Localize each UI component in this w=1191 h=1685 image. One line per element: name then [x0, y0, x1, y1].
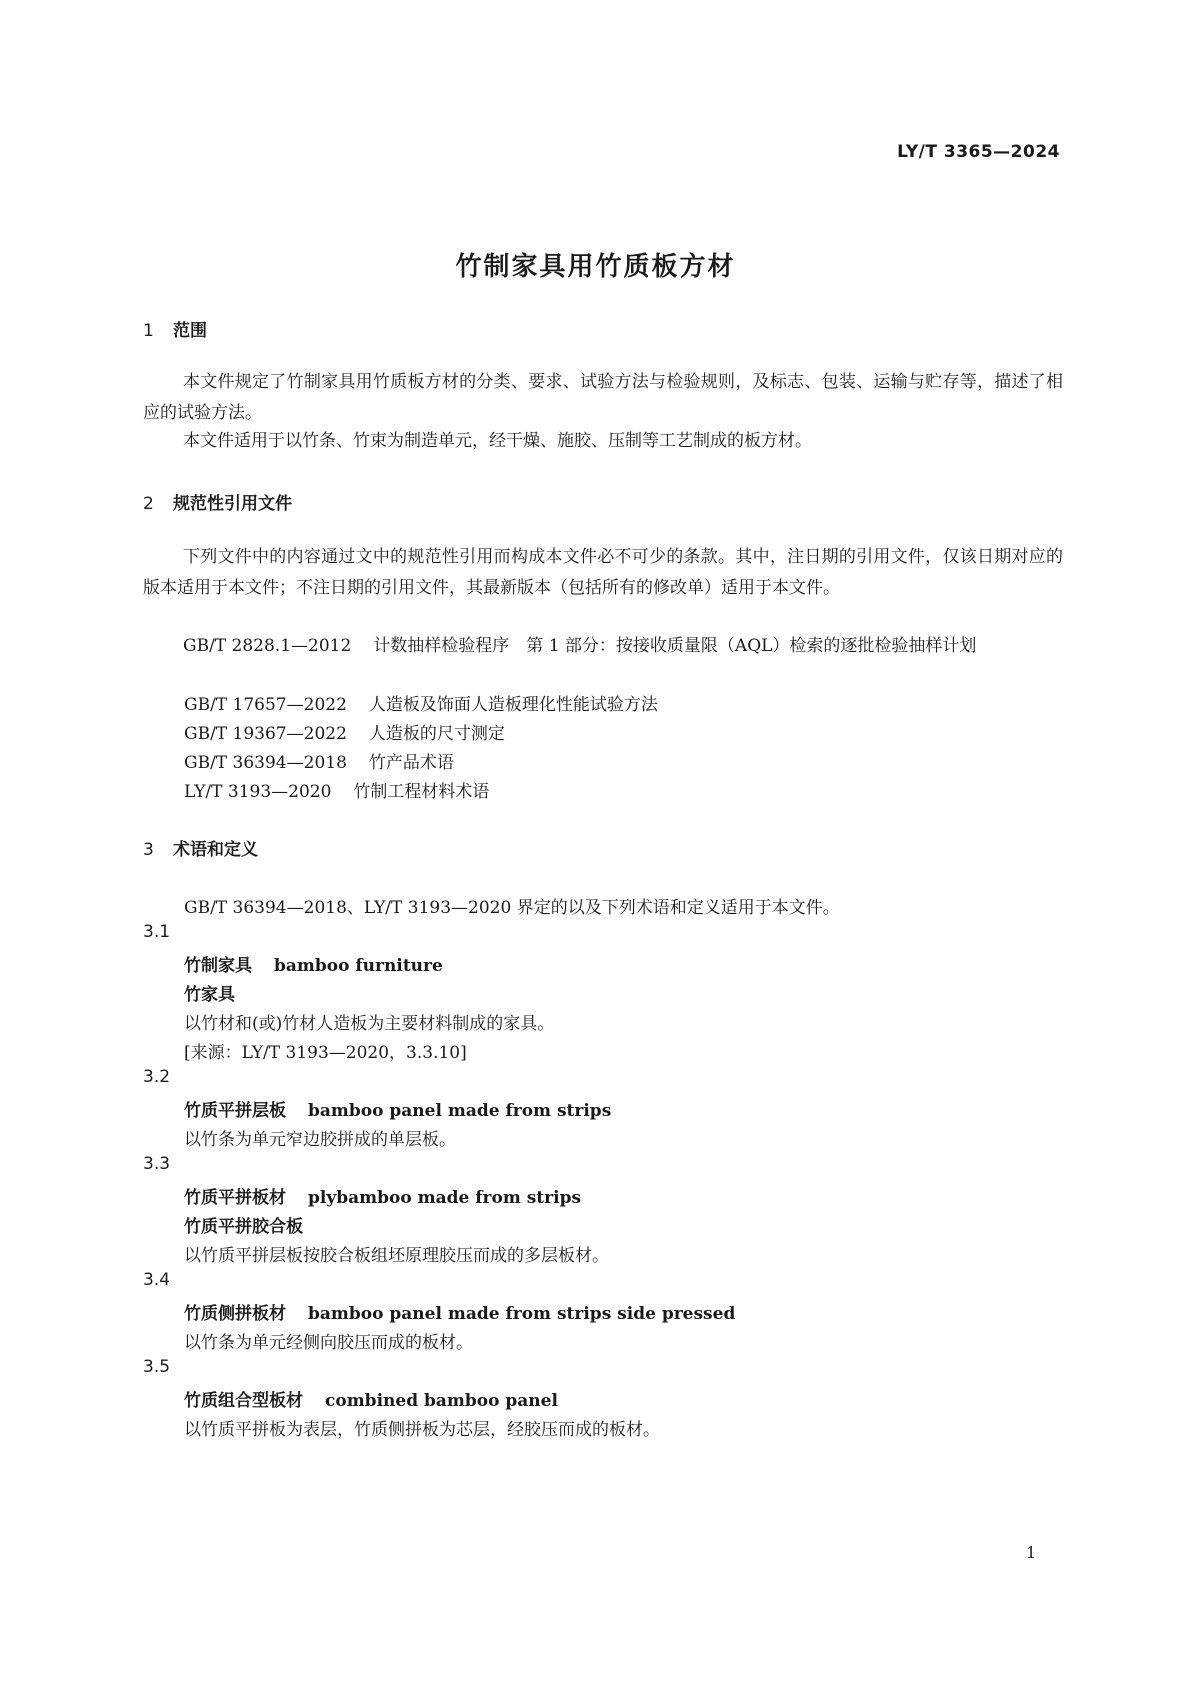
reference-code: LY/T 3193—2020	[184, 782, 332, 802]
term-definition: 以竹质平拼板为表层，竹质侧拼板为芯层，经胶压而成的板材。	[184, 1420, 660, 1440]
section-title: 术语和定义	[173, 840, 258, 860]
reference-item	[143, 631, 1063, 662]
term-alt-zh: 竹家具	[184, 985, 235, 1005]
term-number: 3.2	[143, 1067, 171, 1087]
page-number: 1	[1026, 1543, 1037, 1562]
section-3-intro: GB/T 36394—2018、LY/T 3193—2020 界定的以及下列术语和定义适用于本文件。	[184, 898, 840, 918]
reference-code: GB/T 19367—2022	[184, 724, 347, 744]
term-en: bamboo panel made from strips side pressed	[308, 1304, 736, 1324]
term-zh: 竹质组合型板材	[184, 1391, 303, 1411]
term-zh: 竹质平拼层板	[184, 1101, 286, 1121]
term-entry	[184, 951, 443, 976]
term-alternative	[184, 980, 257, 1005]
reference-code: GB/T 2828.1—2012	[183, 636, 352, 656]
term-en: plybamboo made from strips	[308, 1188, 582, 1208]
term-source: [来源：LY/T 3193—2020，3.3.10]	[184, 1043, 467, 1063]
reference-title: 人造板及饰面人造板理化性能试验方法	[368, 695, 658, 715]
section-3-heading	[143, 835, 258, 860]
section-title: 范围	[173, 321, 207, 341]
term-entry	[184, 1183, 581, 1208]
section-2-heading	[143, 489, 292, 514]
document-title: 竹制家具用竹质板方材	[455, 252, 736, 282]
section-title: 规范性引用文件	[173, 494, 292, 514]
reference-code: GB/T 17657—2022	[184, 695, 347, 715]
section-number: 2	[143, 494, 154, 514]
term-entry	[184, 1096, 611, 1121]
reference-item	[184, 690, 658, 715]
reference-item	[184, 748, 454, 773]
term-number: 3.1	[143, 922, 171, 942]
section-1-heading	[143, 316, 207, 341]
section-1-paragraph-2: 本文件适用于以竹条、竹束为制造单元，经干燥、施胶、压制等工艺制成的板方材。	[183, 431, 812, 451]
term-number: 3.4	[143, 1270, 171, 1290]
term-definition: 以竹质平拼层板按胶合板组坯原理胶压而成的多层板材。	[184, 1246, 609, 1266]
term-definition: 以竹条为单元窄边胶拼成的单层板。	[184, 1130, 456, 1150]
term-zh: 竹质侧拼板材	[184, 1304, 286, 1324]
reference-title: 竹产品术语	[368, 753, 454, 773]
reference-title: 计数抽样检验程序 第 1 部分：按接收质量限（AQL）检索的逐批检验抽样计划	[373, 636, 977, 656]
standard-number: LY/T 3365—2024	[897, 142, 1060, 162]
reference-title: 竹制工程材料术语	[353, 782, 490, 802]
term-definition: 以竹材和(或)竹材人造板为主要材料制成的家具。	[184, 1014, 555, 1034]
reference-item	[184, 719, 505, 744]
term-en: combined bamboo panel	[325, 1391, 558, 1411]
section-1-paragraph-1: 本文件规定了竹制家具用竹质板方材的分类、要求、试验方法与检验规则，及标志、包装、运输与贮存等，描述了相应的试验方法。	[143, 372, 1063, 423]
term-zh: 竹质平拼板材	[184, 1188, 286, 1208]
term-en: bamboo panel made from strips	[308, 1101, 612, 1121]
term-entry	[184, 1386, 558, 1411]
term-entry	[184, 1299, 735, 1324]
term-zh: 竹制家具	[184, 956, 252, 976]
reference-title: 人造板的尺寸测定	[368, 724, 505, 744]
term-alt-zh: 竹质平拼胶合板	[184, 1217, 303, 1237]
section-number: 1	[143, 321, 154, 341]
reference-code: GB/T 36394—2018	[184, 753, 347, 773]
term-alternative	[184, 1212, 325, 1237]
reference-item	[184, 777, 489, 802]
term-number: 3.3	[143, 1154, 171, 1174]
term-definition: 以竹条为单元经侧向胶压而成的板材。	[184, 1333, 473, 1353]
term-en: bamboo furniture	[274, 956, 443, 976]
section-2-intro: 下列文件中的内容通过文中的规范性引用而构成本文件必不可少的条款。其中，注日期的引用文件，仅该日期对应的版本适用于本文件；不注日期的引用文件，其最新版本（包括所有的修改单）适用于本文件。	[143, 547, 1063, 598]
section-number: 3	[143, 840, 154, 860]
term-number: 3.5	[143, 1357, 171, 1377]
